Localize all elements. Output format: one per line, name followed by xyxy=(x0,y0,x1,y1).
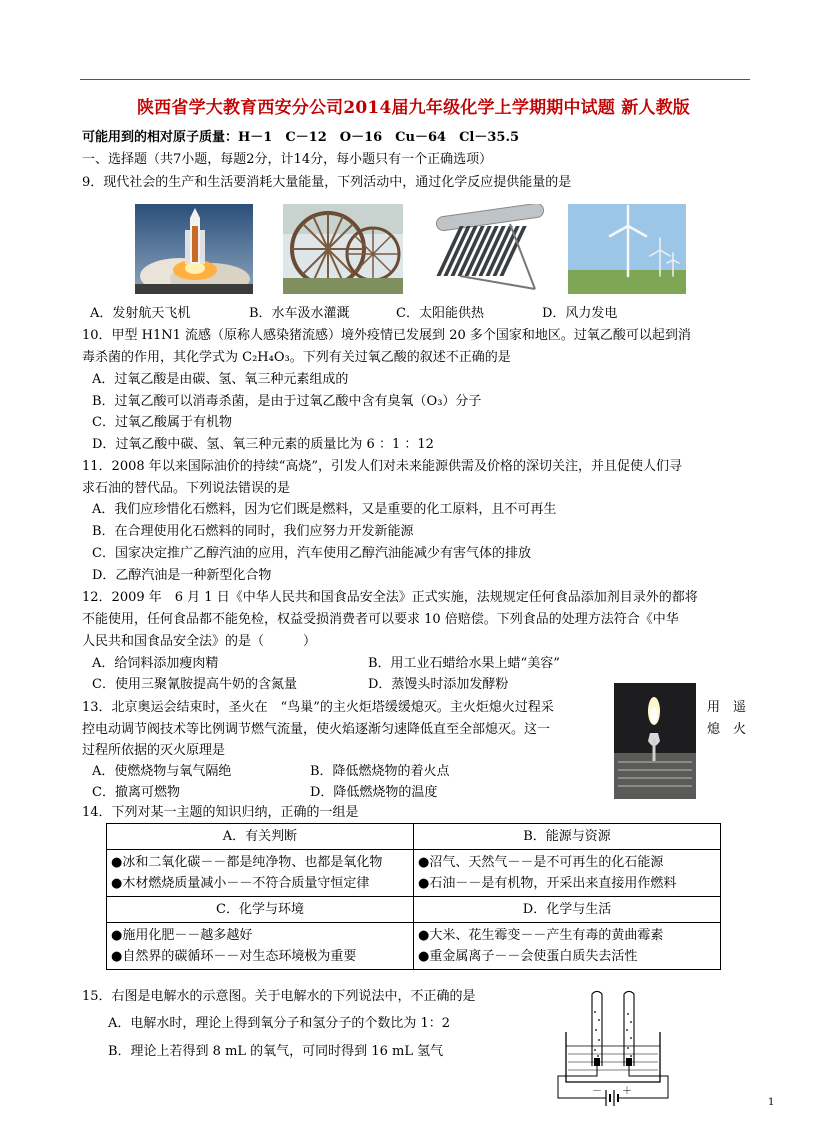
q15-option-b[interactable]: B．理论上若得到 8 mL 的氧气，可同时得到 16 mL 氢气 xyxy=(108,1044,444,1059)
q14-knowledge-table xyxy=(106,823,721,970)
electrolysis-svg xyxy=(554,990,672,1108)
q13-option-a[interactable]: A．使燃烧物与氧气隔绝 xyxy=(92,764,232,779)
table-d-line1: ●大米、花生霉变－－产生有毒的黄曲霉素 xyxy=(418,928,664,943)
q11-option-d[interactable]: D．乙醇汽油是一种新型化合物 xyxy=(92,568,272,583)
table-a-line2: ●木材燃烧质量减小－－不符合质量守恒定律 xyxy=(111,876,370,891)
q9-option-b[interactable]: B．水车汲水灌溉 xyxy=(249,306,350,321)
table-head-d[interactable]: D．化学与生活 xyxy=(414,897,721,923)
header-rule xyxy=(80,79,750,80)
q12-stem-line2: 不能使用，任何食品都不能免检，权益受损消费者可以要求 10 倍赔偿。下列食品的处理方法符合《中华 xyxy=(82,612,679,627)
q9-stem: 9．现代社会的生产和生活要消耗大量能量，下列活动中，通过化学反应提供能量的是 xyxy=(82,175,572,190)
q9-option-a[interactable]: A．发射航天飞机 xyxy=(90,306,191,321)
table-a-line1: ●冰和二氧化碳－－都是纯净物、也都是氧化物 xyxy=(111,855,383,870)
page-number: 1 xyxy=(768,1097,775,1108)
q14-stem: 14．下列对某一主题的知识归纳，正确的一组是 xyxy=(82,805,359,820)
q10-option-d[interactable]: D．过氧乙酸中碳、氢、氧三种元素的质量比为 6 ：1 ：12 xyxy=(92,437,434,452)
page-title: 陕西省学大教育西安分公司2014届九年级化学上学期期中试题 新人教版 xyxy=(136,98,691,118)
table-b-line2: ●石油－－是有机物，开采出来直接用作燃料 xyxy=(418,876,677,891)
q12-option-c[interactable]: C．使用三聚氰胺提高牛奶的含氮量 xyxy=(92,677,297,692)
q15-option-a[interactable]: A．电解水时，理论上得到氧分子和氢分子的个数比为 1：2 xyxy=(108,1016,451,1031)
q10-option-c[interactable]: C．过氧乙酸属于有机物 xyxy=(92,415,232,430)
table-c-line1: ●施用化肥－－越多越好 xyxy=(111,928,253,943)
table-c-line2: ●自然界的碳循环－－对生态环境极为重要 xyxy=(111,949,357,964)
q10-stem-line1: 10．甲型 H1N1 流感（原称人感染猪流感）境外疫情已发展到 20 多个国家和地区。过氧乙酸可以起到消 xyxy=(82,328,691,343)
q13-stem-line2a: 控电动调节阀技术等比例调节燃气流量，使火焰逐渐匀速降低直至全部熄灭。这一 xyxy=(82,722,551,737)
q13-stem-line1a: 13．北京奥运会结束时，圣火在 “鸟巢”的主火炬塔缓缓熄灭。主火炬熄火过程采 xyxy=(82,700,554,715)
q15-stem: 15．右图是电解水的示意图。关于电解水的下列说法中，不正确的是 xyxy=(82,989,476,1004)
solar-heater-image xyxy=(430,204,550,294)
q13-stem-line1b: 用 遥 xyxy=(707,700,747,715)
torch-photo xyxy=(614,683,696,799)
q11-option-b[interactable]: B．在合理使用化石燃料的同时，我们应努力开发新能源 xyxy=(92,524,414,539)
q11-option-c[interactable]: C．国家决定推广乙醇汽油的应用，汽车使用乙醇汽油能减少有害气体的排放 xyxy=(92,546,531,561)
q11-stem-line1: 11．2008 年以来国际油价的持续“高烧”，引发人们对未来能源供需及价格的深切关注，并且促使人们寻 xyxy=(82,459,683,474)
q11-option-a[interactable]: A．我们应珍惜化石燃料，因为它们既是燃料，又是重要的化工原料，且不可再生 xyxy=(92,502,557,517)
table-cell-b xyxy=(414,850,721,897)
q10-stem-line2: 毒杀菌的作用，其化学式为 C₂H₄O₃。下列有关过氧乙酸的叙述不正确的是 xyxy=(82,350,511,365)
electrolysis-diagram xyxy=(554,990,672,1108)
wind-turbine-image xyxy=(568,204,686,294)
table-head-a[interactable]: A．有关判断 xyxy=(107,824,414,850)
table-cell-c xyxy=(107,923,414,970)
minus-label: － xyxy=(592,1086,602,1097)
q10-option-a[interactable]: A．过氧乙酸是由碳、氢、氧三种元素组成的 xyxy=(92,372,349,387)
q12-stem-line3: 人民共和国食品安全法》的是（ ） xyxy=(82,634,317,649)
q12-option-a[interactable]: A．给饲料添加瘦肉精 xyxy=(92,656,219,671)
table-d-line2: ●重金属离子－－会使蛋白质失去活性 xyxy=(418,949,638,964)
plus-label: ＋ xyxy=(622,1086,632,1097)
rocket-launch-image xyxy=(135,204,253,294)
table-head-b[interactable]: B．能源与资源 xyxy=(414,824,721,850)
q12-stem-line1: 12．2009 年 6 月 1 日《中华人民共和国食品安全法》正式实施，法规规定任何食品添加剂目录外的都将 xyxy=(82,590,698,605)
q13-stem-line2b: 熄 火 xyxy=(707,722,747,737)
q9-option-c[interactable]: C．太阳能供热 xyxy=(396,306,484,321)
atomic-mass-note: 可能用到的相对原子质量：H－1 C－12 O－16 Cu－64 Cl－35.5 xyxy=(82,130,520,145)
section-heading: 一、选择题（共7小题，每题2分，计14分，每小题只有一个正确选项） xyxy=(82,152,493,167)
q12-option-d[interactable]: D．蒸馒头时添加发酵粉 xyxy=(368,677,509,692)
q11-stem-line2: 求石油的替代品。下列说法错误的是 xyxy=(82,481,291,496)
water-wheel-image xyxy=(283,204,403,294)
q9-option-d[interactable]: D．风力发电 xyxy=(542,306,618,321)
q13-option-d[interactable]: D．降低燃烧物的温度 xyxy=(310,785,438,800)
table-head-c[interactable]: C．化学与环境 xyxy=(107,897,414,923)
table-b-line1: ●沼气、天然气－－是不可再生的化石能源 xyxy=(418,855,664,870)
q10-option-b[interactable]: B．过氧乙酸可以消毒杀菌，是由于过氧乙酸中含有臭氧（O₃）分子 xyxy=(92,394,482,409)
table-cell-a xyxy=(107,850,414,897)
q13-option-b[interactable]: B．降低燃烧物的着火点 xyxy=(310,764,450,779)
q12-option-b[interactable]: B．用工业石蜡给水果上蜡“美容” xyxy=(368,656,560,671)
table-cell-d xyxy=(414,923,721,970)
q13-stem-line3: 过程所依据的灭火原理是 xyxy=(82,743,226,758)
q13-option-c[interactable]: C．撤离可燃物 xyxy=(92,785,180,800)
